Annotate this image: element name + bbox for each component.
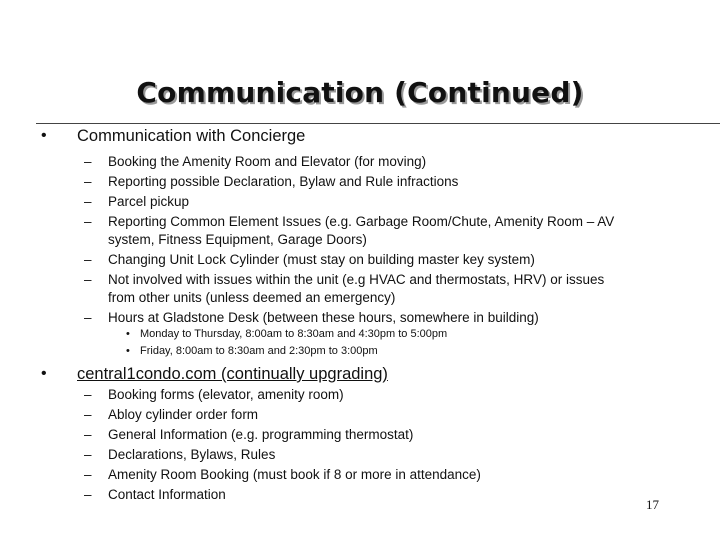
dash-icon: – — [84, 467, 92, 482]
dash-icon: – — [84, 427, 92, 442]
list-item — [84, 386, 628, 404]
list-item — [84, 193, 628, 211]
section-heading-concierge — [41, 126, 306, 146]
dash-icon: – — [84, 447, 92, 462]
bullet-icon: • — [41, 127, 47, 144]
list-item — [84, 426, 628, 444]
list-item — [84, 251, 628, 269]
dash-icon: – — [84, 214, 92, 229]
list-item — [84, 173, 628, 191]
section-heading-website — [41, 364, 388, 384]
list-item — [84, 153, 628, 171]
dash-icon: – — [84, 174, 92, 189]
slide-title: Communication (Continued) — [136, 76, 584, 109]
dash-icon: – — [84, 252, 92, 267]
dash-icon: – — [84, 154, 92, 169]
dash-icon: – — [84, 272, 92, 287]
list-item-text: Reporting Common Element Issues (e.g. Garbage Room/Chute, Amenity Room – AV system, Fitness Equipment, Garage Doors) — [108, 214, 615, 247]
list-item-text: Not involved with issues within the unit (e.g HVAC and thermostats, HRV) or issues from other units (unless deemed an emergency) — [108, 272, 605, 305]
hours-text: Friday, 8:00am to 8:30am and 2:30pm to 3:00pm — [140, 345, 378, 357]
hours-item — [126, 327, 448, 342]
list-item — [84, 309, 628, 327]
dash-icon: – — [84, 310, 92, 325]
list-item-text: Amenity Room Booking (must book if 8 or more in attendance) — [108, 467, 481, 482]
dash-icon: – — [84, 387, 92, 402]
list-item-text: Abloy cylinder order form — [108, 407, 259, 422]
bullet-icon: • — [126, 345, 130, 357]
list-item-text: Booking the Amenity Room and Elevator (for moving) — [108, 154, 427, 169]
website-link[interactable]: central1condo.com (continually upgrading) — [77, 365, 388, 383]
dash-icon: – — [84, 487, 92, 502]
hours-item — [126, 344, 378, 359]
list-item — [84, 406, 628, 424]
title-divider — [36, 123, 720, 124]
list-item-text: Hours at Gladstone Desk (between these hours, somewhere in building) — [108, 310, 539, 325]
section1-heading: Communication with Concierge — [77, 127, 306, 145]
list-item-text: Declarations, Bylaws, Rules — [108, 447, 276, 462]
dash-icon: – — [84, 194, 92, 209]
bullet-icon: • — [41, 365, 47, 382]
list-item — [84, 466, 628, 484]
list-item-text: Contact Information — [108, 487, 226, 502]
list-item — [84, 213, 628, 249]
list-item-text: Changing Unit Lock Cylinder (must stay on building master key system) — [108, 252, 535, 267]
bullet-icon: • — [126, 328, 130, 340]
list-item-text: Reporting possible Declaration, Bylaw and Rule infractions — [108, 174, 459, 189]
list-item — [84, 486, 628, 504]
list-item — [84, 271, 628, 307]
list-item — [84, 446, 628, 464]
list-item-text: Parcel pickup — [108, 194, 190, 209]
hours-text: Monday to Thursday, 8:00am to 8:30am and 4:30pm to 5:00pm — [140, 328, 448, 340]
dash-icon: – — [84, 407, 92, 422]
list-item-text: Booking forms (elevator, amenity room) — [108, 387, 344, 402]
list-item-text: General Information (e.g. programming thermostat) — [108, 427, 414, 442]
page-number: 17 — [646, 497, 659, 512]
